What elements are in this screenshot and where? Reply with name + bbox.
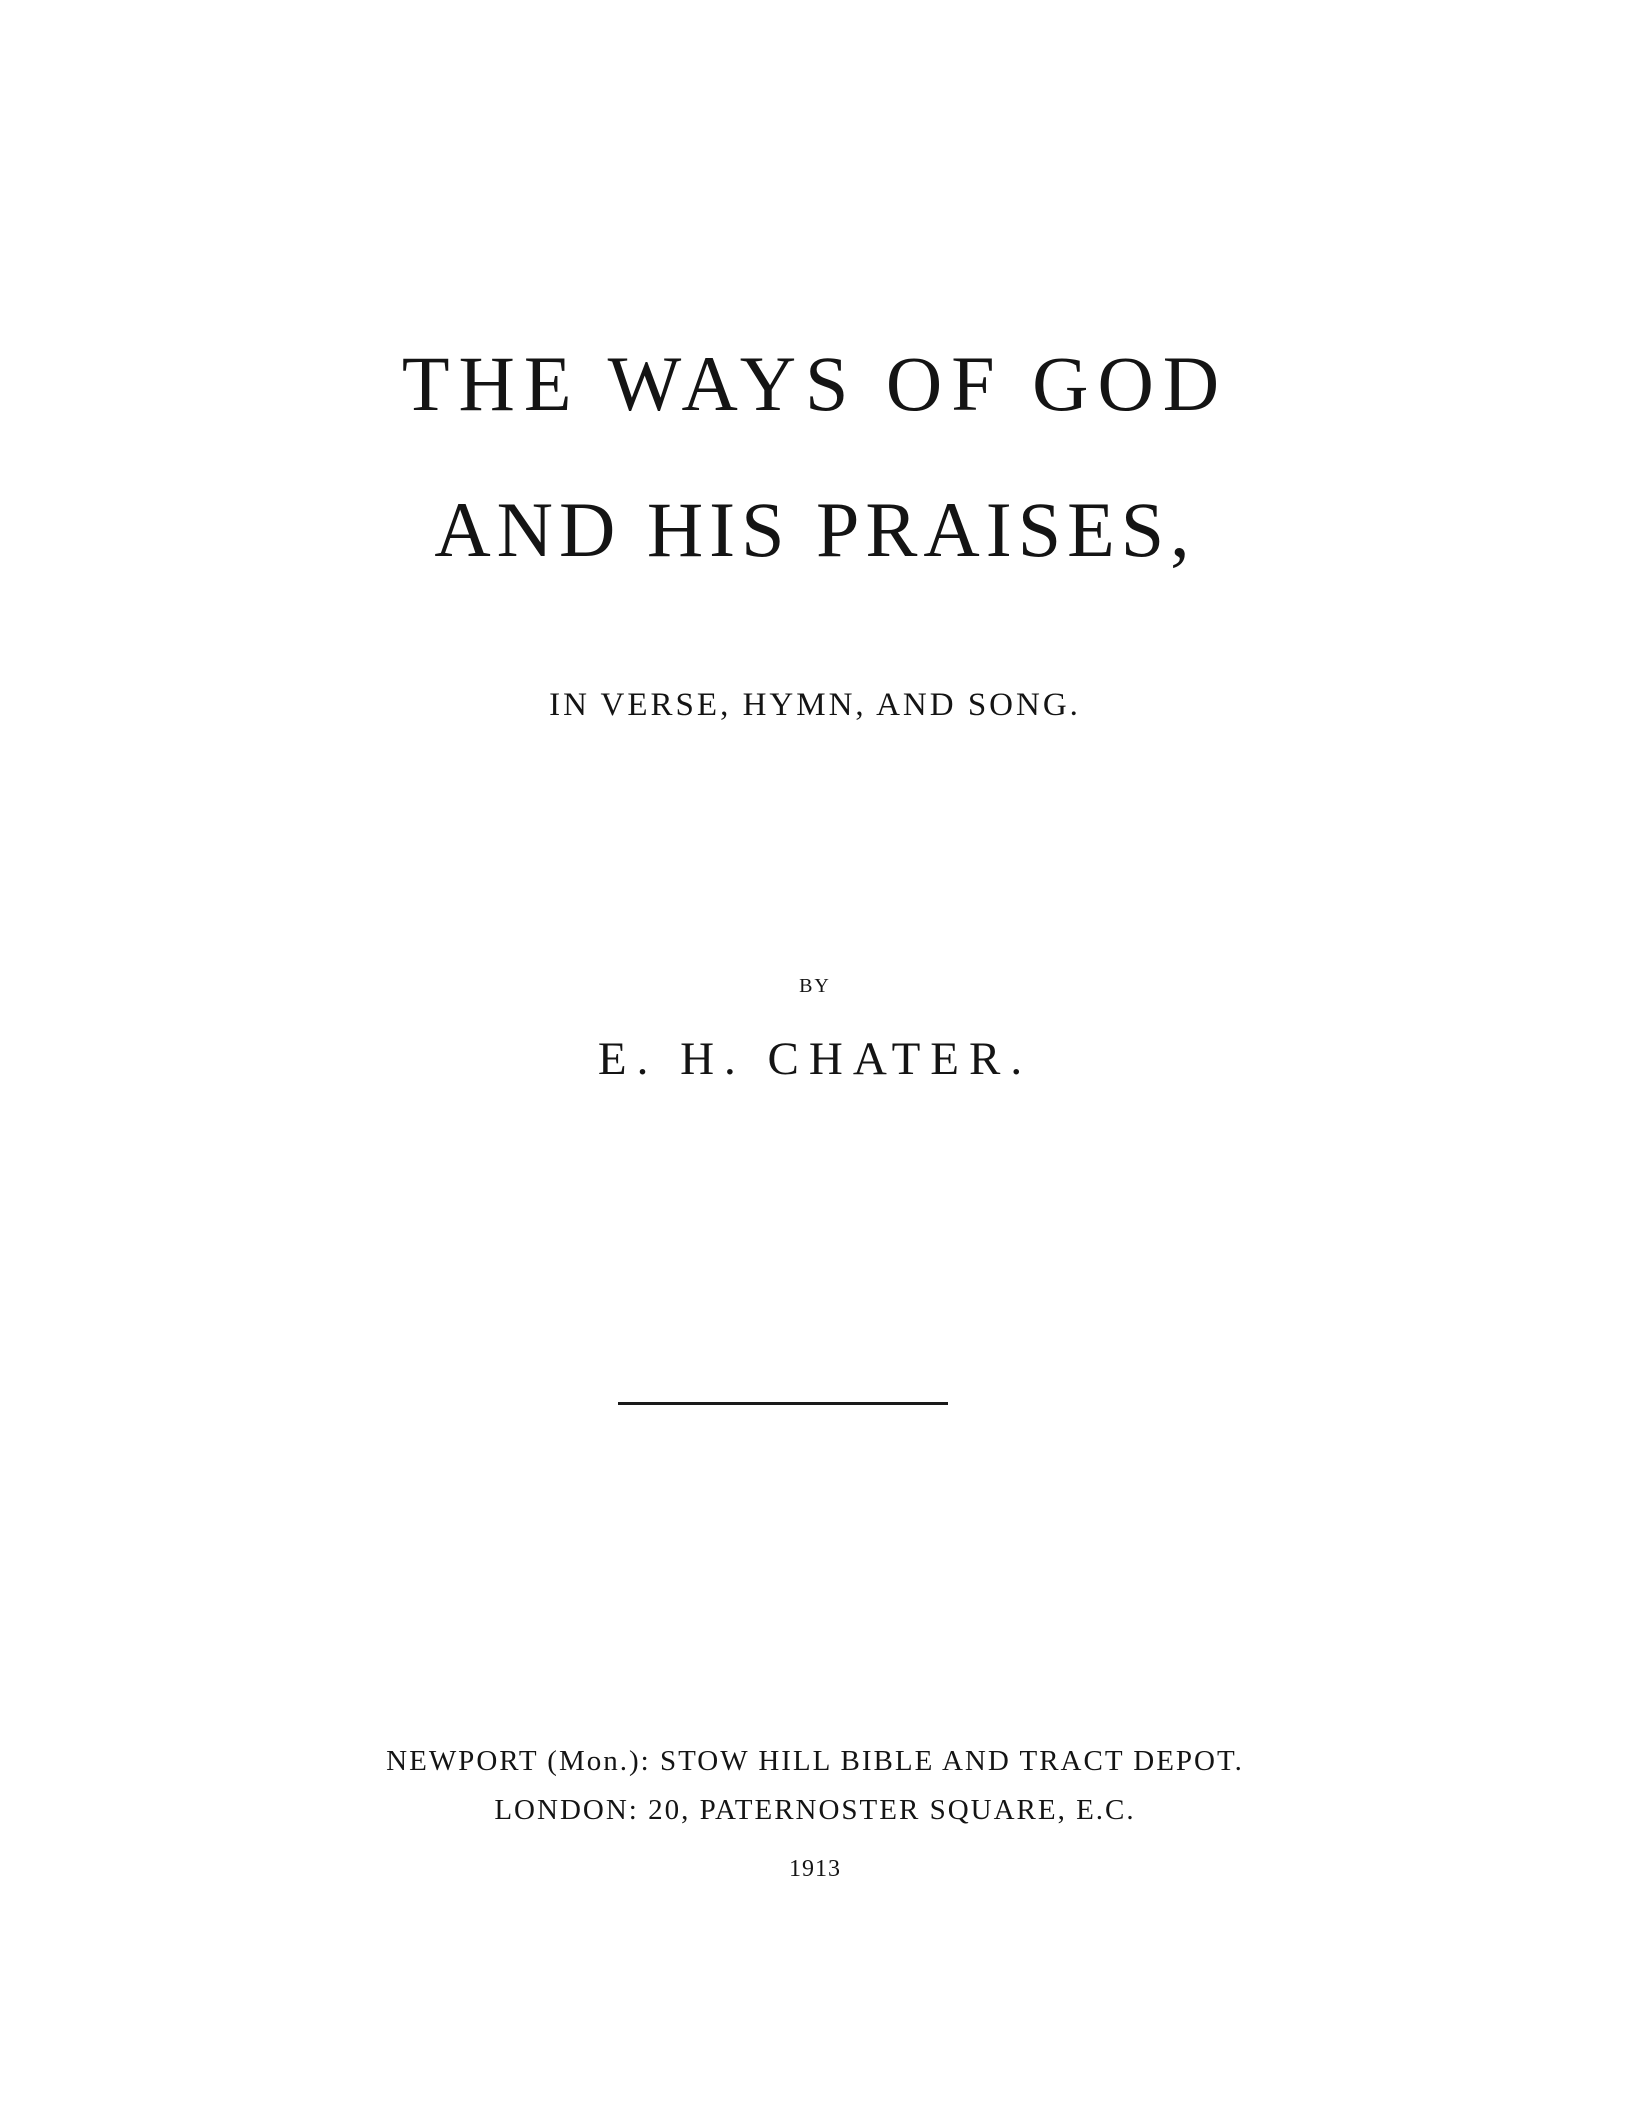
author-name: E. H. CHATER.	[597, 1033, 1033, 1085]
imprint-line-1: NEWPORT (Mon.): STOW HILL BIBLE AND TRACT DEPOT.	[386, 1745, 1244, 1777]
title-line-1: THE WAYS OF GOD	[401, 340, 1229, 427]
title-line-2: AND HIS PRAISES,	[434, 486, 1196, 573]
subtitle: IN VERSE, HYMN, AND SONG.	[549, 687, 1081, 723]
imprint-line-2: LONDON: 20, PATERNOSTER SQUARE, E.C.	[494, 1794, 1136, 1826]
by-label: BY	[799, 975, 831, 997]
publication-year: 1913	[789, 1856, 841, 1882]
divider-rule	[618, 1402, 948, 1405]
